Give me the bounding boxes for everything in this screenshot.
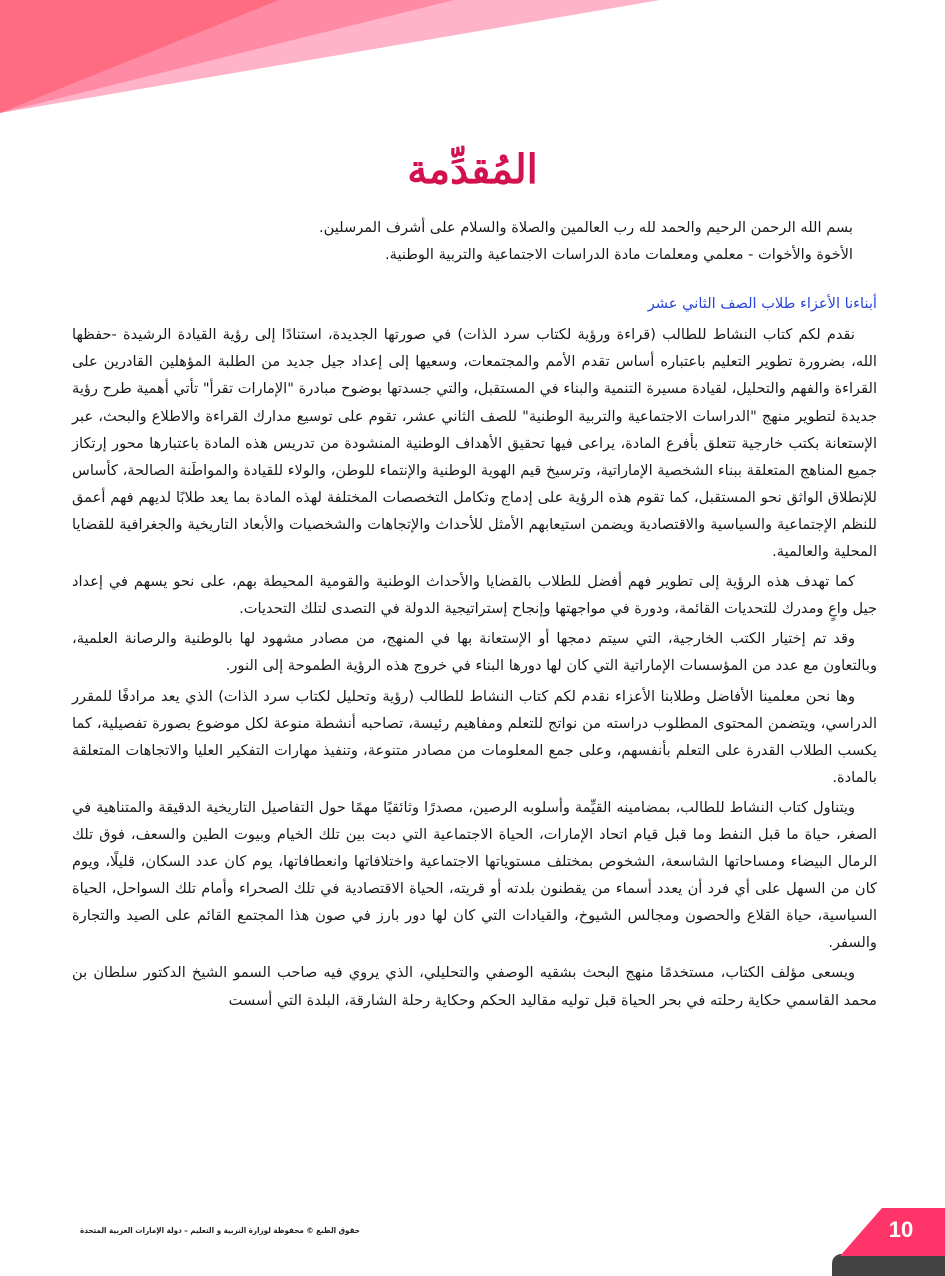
intro-block — [72, 214, 877, 268]
intro-line: بسم الله الرحمن الرحيم والحمد لله رب العالمين والصلاة والسلام على أشرف المرسلين. — [318, 219, 853, 236]
paragraph: ويتناول كتاب النشاط للطالب، بمضامينه القيِّمة وأسلوبه الرصين، مصدرًا وثائقيًا مهمًا حول التفاصيل التاريخية الدقيقة والمتناهية في الصغر، حياة ما قبل النفط وما قبل قيام اتحاد الإمارات، الحياة الاجتماعية التي دبت بين تلك الخيام وبيوت الطين والسعف، فوق تلك الرمال البيضاء ومساحاتها الشاسعة، الشخوص بمختلف مستوياتها الاجتماعية واختلافاتها وانعطافاتها، يوم كان عدد السكان، قليلًا، ويوم كان من السهل على أي فرد أن يعدد أسماء من يقطنون بلدته أو قريته، الحياة الاقتصادية في تلك الصحراء وأمام تلك السواحل، الحياة السياسية، حياة القلاع والحصون ومجالس الشيوخ، والقيادات التي كان لها دور بارز في صون هذا المجتمع القائم على الصيد والتجارة والسفر. — [72, 798, 877, 952]
badge-dark-base — [832, 1254, 945, 1276]
page-title: المُقدِّمة — [407, 146, 538, 193]
paragraph: كما تهدف هذه الرؤية إلى تطوير فهم أفضل للطلاب بالقضايا والأحداث الوطنية والقومية المحيطة بهم، على نحو يسهم في إعداد جيل واعٍ ومدرك للتحديات القائمة، ودورة في مواجهتها وإنجاح إستراتيجية الدولة في التصدى لتلك التحديات. — [72, 573, 877, 618]
paragraph: وها نحن معلمينا الأفاضل وطلابنا الأعزاء نقدم لكم كتاب النشاط للطالب (رؤية وتحليل لكتاب سرد الذات) الذي يعد مرادفًا للمقرر الدراسي، ويتضمن المحتوى المطلوب دراسته من نواتج للتعلم ومفاهيم رئيسة، تصاحبه أنشطة منوعة لكل موضوع بصورة تفصيلية، كما يكسب الطلاب القدرة على التعلم بأنفسهم، وعلى جمع المعلومات من مصادر متنوعة، وتنفيذ مهارات التفكير العليا والاتجاهات المتعلقة بالمادة. — [72, 687, 877, 786]
paragraph: وقد تم إختيار الكتب الخارجية، التي سيتم دمجها أو الإستعانة بها في المنهج، من مصادر مشهود لها بالوطنية والرصانة العلمية، وبالتعاون مع عدد من المؤسسات الإماراتية التي كان لها دورها البناء في خروج هذه الرؤية الطموحة إلى النور. — [72, 630, 877, 675]
paragraph: نقدم لكم كتاب النشاط للطالب (قراءة ورؤية لكتاب سرد الذات) في صورتها الجديدة، استنادًا إلى رؤية القيادة الرشيدة -حفظها الله، بضرورة تطوير التعليم باعتباره أساس تقدم الأمم والمجتمعات، وسعيها إلى إعداد جيل جديد من الطلبة المؤهلين القادرين على القراءة والفهم والتحليل، لقيادة مسيرة التنمية والبناء في المستقبل، والتي جسدتها بوضوح مبادرة "الإمارات تقرأ" تأتي أهمية طرح رؤية جديدة لتطوير منهج "الدراسات الاجتماعية والتربية الوطنية" للصف الثاني عشر، تقوم على توسيع مدارك القراءة والاطلاع والبحث، عبر الإستعانة بكتب خارجية تتعلق بأفرع المادة، يراعى فيها تحقيق الأهداف الوطنية المنشودة من تدريس هذه المادة باعتبارها محور إرتكاز جميع المناهج المتعلقة ببناء الشخصية الإماراتية، وترسيخ قيم الهوية الوطنية والإنتماء للوطن، والولاء للقيادة والمواطَنة الصالحة، كأساس للإنطلاق الواثق نحو المستقبل، كما تقوم هذه الرؤية على إدماج وتكامل التخصصات المختلفة لهذه المادة بما يعد طلابًا لديهم فهم أعمق للنظم الإجتماعية والسياسية والاقتصادية ويضمن استيعابهم الأمثل للأحداث والإتجاهات والشخصيات والأبعاد التاريخية والجغرافية للقضايا المحلية والعالمية. — [72, 326, 877, 561]
paragraph: ويسعى مؤلف الكتاب، مستخدمًا منهج البحث بشقيه الوصفي والتحليلي، الذي يروي فيه صاحب السمو الشيخ الدكتور سلطان بن محمد القاسمي حكاية رحلته في بحر الحياة قبل توليه مقاليد الحكم وحكاية رحلة الشارقة، البلدة التي أسست — [72, 964, 877, 1009]
page-number: 10 — [888, 1217, 914, 1242]
footer-copyright: حقوق الطبع © محفوظة لوزارة التربية و التعليم – دولة الإمارات العربية المتحدة — [80, 1226, 360, 1235]
intro-line: الأخوة والأخوات - معلمي ومعلمات مادة الدراسات الاجتماعية والتربية الوطنية. — [385, 246, 853, 264]
sub-heading: أبناءنا الأعزاء طلاب الصف الثاني عشر — [647, 295, 877, 313]
document-body — [72, 214, 877, 1017]
header-decoration — [0, 0, 945, 130]
title-area — [0, 140, 945, 200]
